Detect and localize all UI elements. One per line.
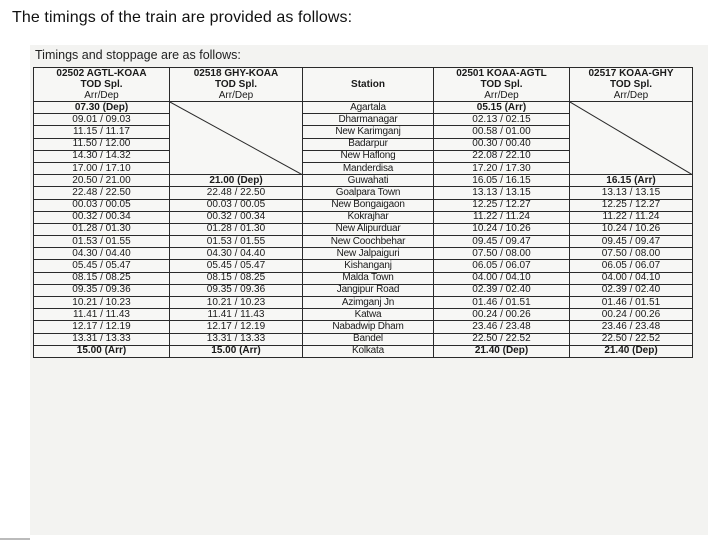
time-02518 [170, 150, 303, 162]
time-02518 [170, 102, 303, 114]
time-02501: 04.00 / 04.10 [434, 272, 570, 284]
time-02518: 01.28 / 01.30 [170, 223, 303, 235]
time-02501: 23.46 / 23.48 [434, 321, 570, 333]
time-02502: 01.53 / 01.55 [34, 236, 170, 248]
table-row [34, 248, 693, 260]
station-name: New Bongaigaon [303, 199, 434, 211]
station-name: Guwahati [303, 175, 434, 187]
time-02501: 22.08 / 22.10 [434, 150, 570, 162]
station-name: Kolkata [303, 345, 434, 357]
station-name: New Alipurduar [303, 223, 434, 235]
station-name: Bandel [303, 333, 434, 345]
time-02501: 11.22 / 11.24 [434, 211, 570, 223]
time-02501: 01.46 / 01.51 [434, 297, 570, 309]
table-row [34, 321, 693, 333]
time-02502: 01.28 / 01.30 [34, 223, 170, 235]
time-02518: 00.32 / 00.34 [170, 211, 303, 223]
station-name: Nabadwip Dham [303, 321, 434, 333]
divider [0, 538, 30, 540]
time-02502: 00.03 / 00.05 [34, 199, 170, 211]
time-02518: 10.21 / 10.23 [170, 297, 303, 309]
table-row [34, 260, 693, 272]
table-row [34, 102, 693, 114]
time-02518: 15.00 (Arr) [170, 345, 303, 357]
time-02517: 01.46 / 01.51 [570, 297, 693, 309]
station-name: New Haflong [303, 150, 434, 162]
time-02502: 13.31 / 13.33 [34, 333, 170, 345]
time-02502: 00.32 / 00.34 [34, 211, 170, 223]
table-row [34, 223, 693, 235]
station-name: Kishanganj [303, 260, 434, 272]
time-02502: 10.21 / 10.23 [34, 297, 170, 309]
time-02502: 11.50 / 12.00 [34, 138, 170, 150]
station-name: Agartala [303, 102, 434, 114]
time-02502: 17.00 / 17.10 [34, 162, 170, 174]
time-02501: 13.13 / 13.15 [434, 187, 570, 199]
station-name: Manderdisa [303, 162, 434, 174]
time-02518: 04.30 / 04.40 [170, 248, 303, 260]
table-row [34, 114, 693, 126]
time-02501: 21.40 (Dep) [434, 345, 570, 357]
time-02502: 12.17 / 12.19 [34, 321, 170, 333]
station-name: Azimganj Jn [303, 297, 434, 309]
time-02502: 09.01 / 09.03 [34, 114, 170, 126]
time-02517: 23.46 / 23.48 [570, 321, 693, 333]
time-02501: 02.13 / 02.15 [434, 114, 570, 126]
time-02517 [570, 102, 693, 114]
time-02517: 06.05 / 06.07 [570, 260, 693, 272]
time-02502: 07.30 (Dep) [34, 102, 170, 114]
time-02501: 00.24 / 00.26 [434, 309, 570, 321]
time-02501: 00.30 / 00.40 [434, 138, 570, 150]
time-02501: 00.58 / 01.00 [434, 126, 570, 138]
table-row [34, 333, 693, 345]
timetable-body [34, 102, 693, 358]
station-name: Badarpur [303, 138, 434, 150]
time-02502: 15.00 (Arr) [34, 345, 170, 357]
time-02501: 09.45 / 09.47 [434, 236, 570, 248]
col-header-station: Station [303, 68, 434, 102]
station-name: New Coochbehar [303, 236, 434, 248]
table-row [34, 126, 693, 138]
page-heading: The timings of the train are provided as follows: [12, 9, 353, 26]
time-02517 [570, 126, 693, 138]
table-row [34, 309, 693, 321]
time-02502: 20.50 / 21.00 [34, 175, 170, 187]
time-02518: 00.03 / 00.05 [170, 199, 303, 211]
time-02517: 09.45 / 09.47 [570, 236, 693, 248]
time-02517: 10.24 / 10.26 [570, 223, 693, 235]
station-name: Jangipur Road [303, 284, 434, 296]
station-name: Katwa [303, 309, 434, 321]
time-02517: 21.40 (Dep) [570, 345, 693, 357]
table-row [34, 138, 693, 150]
time-02501: 17.20 / 17.30 [434, 162, 570, 174]
table-row [34, 187, 693, 199]
time-02518 [170, 126, 303, 138]
time-02518 [170, 138, 303, 150]
time-02501: 10.24 / 10.26 [434, 223, 570, 235]
time-02501: 05.15 (Arr) [434, 102, 570, 114]
col-header-02502: 02502 AGTL-KOAA TOD Spl. Arr/Dep [34, 68, 170, 102]
time-02518: 08.15 / 08.25 [170, 272, 303, 284]
col-header-02517: 02517 KOAA-GHY TOD Spl. Arr/Dep [570, 68, 693, 102]
table-row [34, 199, 693, 211]
time-02517: 02.39 / 02.40 [570, 284, 693, 296]
time-02502: 14.30 / 14.32 [34, 150, 170, 162]
time-02517: 11.22 / 11.24 [570, 211, 693, 223]
time-02518: 21.00 (Dep) [170, 175, 303, 187]
time-02517 [570, 150, 693, 162]
time-02518 [170, 162, 303, 174]
time-02517 [570, 114, 693, 126]
time-02501: 12.25 / 12.27 [434, 199, 570, 211]
time-02502: 11.41 / 11.43 [34, 309, 170, 321]
timetable [33, 67, 693, 358]
table-row [34, 162, 693, 174]
time-02517: 22.50 / 22.52 [570, 333, 693, 345]
col-header-02501: 02501 KOAA-AGTL TOD Spl. Arr/Dep [434, 68, 570, 102]
table-row [34, 272, 693, 284]
table-row [34, 284, 693, 296]
time-02517: 13.13 / 13.15 [570, 187, 693, 199]
time-02501: 02.39 / 02.40 [434, 284, 570, 296]
time-02501: 06.05 / 06.07 [434, 260, 570, 272]
time-02518: 22.48 / 22.50 [170, 187, 303, 199]
timetable-caption: Timings and stoppage are as follows: [35, 48, 241, 62]
time-02518: 01.53 / 01.55 [170, 236, 303, 248]
time-02517: 07.50 / 08.00 [570, 248, 693, 260]
time-02517: 16.15 (Arr) [570, 175, 693, 187]
station-name: Kokrajhar [303, 211, 434, 223]
station-name: New Jalpaiguri [303, 248, 434, 260]
time-02502: 05.45 / 05.47 [34, 260, 170, 272]
time-02518: 05.45 / 05.47 [170, 260, 303, 272]
time-02517: 00.24 / 00.26 [570, 309, 693, 321]
time-02501: 07.50 / 08.00 [434, 248, 570, 260]
col-header-02518: 02518 GHY-KOAA TOD Spl. Arr/Dep [170, 68, 303, 102]
time-02517 [570, 138, 693, 150]
station-name: New Karimganj [303, 126, 434, 138]
station-name: Goalpara Town [303, 187, 434, 199]
table-row [34, 345, 693, 357]
time-02502: 08.15 / 08.25 [34, 272, 170, 284]
time-02502: 22.48 / 22.50 [34, 187, 170, 199]
time-02518: 11.41 / 11.43 [170, 309, 303, 321]
table-row [34, 175, 693, 187]
station-name: Dharmanagar [303, 114, 434, 126]
time-02502: 09.35 / 09.36 [34, 284, 170, 296]
time-02517: 12.25 / 12.27 [570, 199, 693, 211]
station-name: Malda Town [303, 272, 434, 284]
table-row [34, 297, 693, 309]
time-02518 [170, 114, 303, 126]
timetable-header [34, 68, 693, 102]
time-02502: 04.30 / 04.40 [34, 248, 170, 260]
time-02517 [570, 162, 693, 174]
time-02501: 16.05 / 16.15 [434, 175, 570, 187]
time-02518: 09.35 / 09.36 [170, 284, 303, 296]
time-02517: 04.00 / 04.10 [570, 272, 693, 284]
table-row [34, 236, 693, 248]
time-02501: 22.50 / 22.52 [434, 333, 570, 345]
time-02518: 13.31 / 13.33 [170, 333, 303, 345]
table-row [34, 211, 693, 223]
time-02502: 11.15 / 11.17 [34, 126, 170, 138]
time-02518: 12.17 / 12.19 [170, 321, 303, 333]
table-row [34, 150, 693, 162]
